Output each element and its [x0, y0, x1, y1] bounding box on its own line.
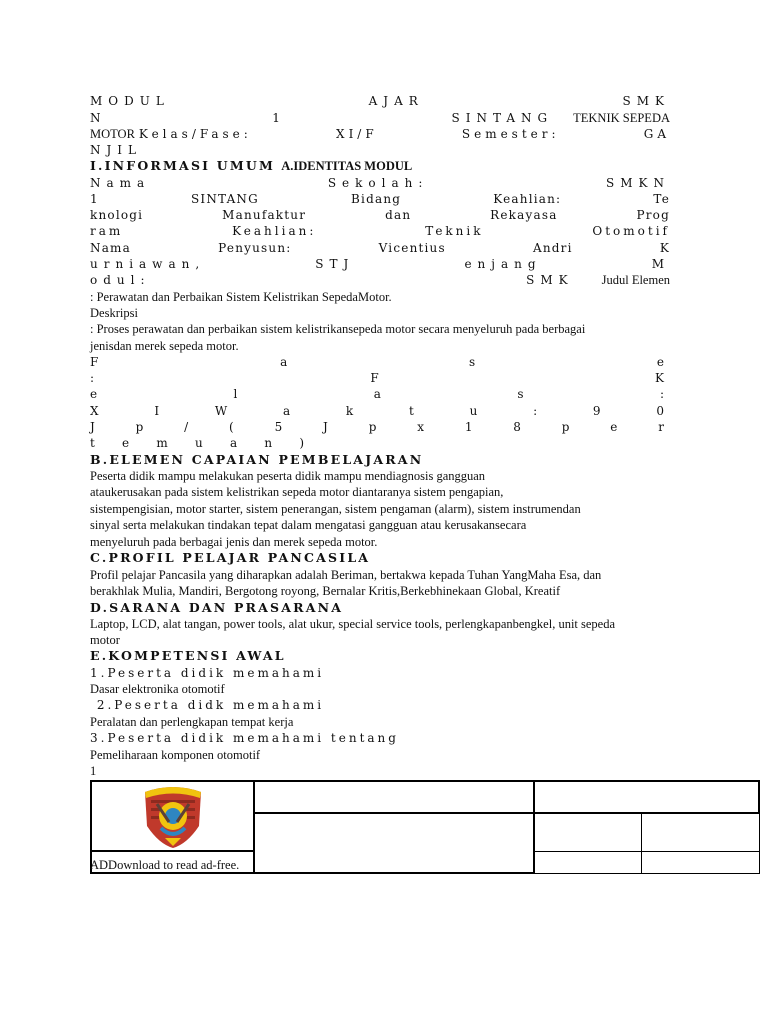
- competency-item: 3.Peserta didik memahami tentang: [90, 731, 399, 745]
- page-number: 1: [90, 764, 97, 778]
- identity-line: odul: SMK Judul Elemen: [90, 273, 670, 287]
- paragraph-line: berakhlak Mulia, Mandiri, Bergotong royong, Bernalar Kritis,Berkebhinekaan Global, Kreatif: [90, 584, 561, 598]
- phase-line: X I W a k t u : 9 0: [90, 404, 670, 418]
- description-text: : Proses perawatan dan perbaikan sistem kelistrikansepeda motor secara menyeluruh pada berbagai: [90, 322, 586, 336]
- paragraph-line: Laptop, LCD, alat tangan, power tools, alat ukur, special service tools, perlengkapanbengkel, unit sepeda: [90, 617, 616, 631]
- paragraph-line: sinyal serta melakukan tindakan tepat dalam mengatasi gangguan atau kerusakansecara: [90, 518, 527, 532]
- phase-line: t e m u a n ): [90, 436, 310, 450]
- section-heading-kompetensi: E.KOMPETENSI AWAL: [90, 648, 286, 663]
- phase-line: e l a s :: [90, 387, 670, 401]
- section-heading-profil: C.PROFIL PELAJAR PANCASILA: [90, 550, 371, 565]
- description-text: jenisdan merek sepeda motor.: [90, 339, 239, 353]
- identity-line: Nama Sekolah: SMKN: [90, 176, 670, 190]
- table-cell: [254, 781, 534, 813]
- logo-cell: [91, 781, 254, 851]
- phase-line: J p / ( 5 J p x 1 8 p e r: [90, 420, 670, 434]
- identity-line: knologi Manufaktur dan Rekayasa Prog: [90, 208, 670, 222]
- section-heading-informasi: I.INFORMASI UMUM A.IDENTITAS MODUL: [90, 158, 413, 173]
- doc-semester-end: NJIL: [90, 143, 143, 157]
- competency-item: 1.Peserta didik memahami: [90, 666, 325, 680]
- paragraph-line: Peserta didik mampu melakukan peserta didik mampu mendiagnosis gangguan: [90, 469, 486, 483]
- description-label: Deskripsi: [90, 306, 138, 320]
- competency-text: Dasar elektronika otomotif: [90, 682, 225, 696]
- paragraph-line: ataukerusakan pada sistem kelistrikan sepeda motor diantaranya sistem pengapian,: [90, 485, 504, 499]
- table-cell: [534, 781, 759, 813]
- element-title: : Perawatan dan Perbaikan Sistem Kelistrikan SepedaMotor.: [90, 290, 392, 304]
- doc-class-line: MOTOR Kelas/Fase: XI/F Semester: GA: [90, 127, 670, 141]
- identity-line: ram Keahlian: Teknik Otomotif: [90, 224, 670, 238]
- competency-text: Pemeliharaan komponen otomotif: [90, 748, 261, 762]
- doc-title-line: MODUL AJAR SMK: [90, 94, 670, 108]
- identity-line: Nama Penyusun: Vicentius Andri K: [90, 241, 670, 255]
- paragraph-line: menyeluruh pada berbagai jenis dan merek sepeda motor.: [90, 535, 378, 549]
- identity-line: 1 SINTANG Bidang Keahlian: Te: [90, 192, 670, 206]
- school-emblem-icon: [141, 782, 205, 850]
- competency-text: Peralatan dan perlengkapan tempat kerja: [90, 715, 294, 729]
- section-heading-elemen: B.ELEMEN CAPAIAN PEMBELAJARAN: [90, 452, 424, 467]
- phase-line: : F K: [90, 371, 670, 385]
- doc-title-line-2: N 1 SINTANG TEKNIK SEPEDA: [90, 111, 670, 125]
- section-heading-sarana: D.SARANA DAN PRASARANA: [90, 600, 344, 615]
- ad-free-download-link[interactable]: ADDownload to read ad-free.: [90, 858, 240, 872]
- phase-line: F a s e: [90, 355, 670, 369]
- table-cell: [534, 813, 641, 851]
- paragraph-line: motor: [90, 633, 120, 647]
- identity-line: urniawan, STJ enjang M: [90, 257, 670, 271]
- paragraph-line: sistempengisian, motor starter, sistem penerangan, sistem pengaman (alarm), sistem instrumendan: [90, 502, 581, 516]
- paragraph-line: Profil pelajar Pancasila yang diharapkan adalah Beriman, bertakwa kepada Tuhan YangMaha Esa, dan: [90, 568, 602, 582]
- table-cell: [641, 813, 759, 851]
- competency-item: 2.Peserta didk memahami: [90, 698, 325, 712]
